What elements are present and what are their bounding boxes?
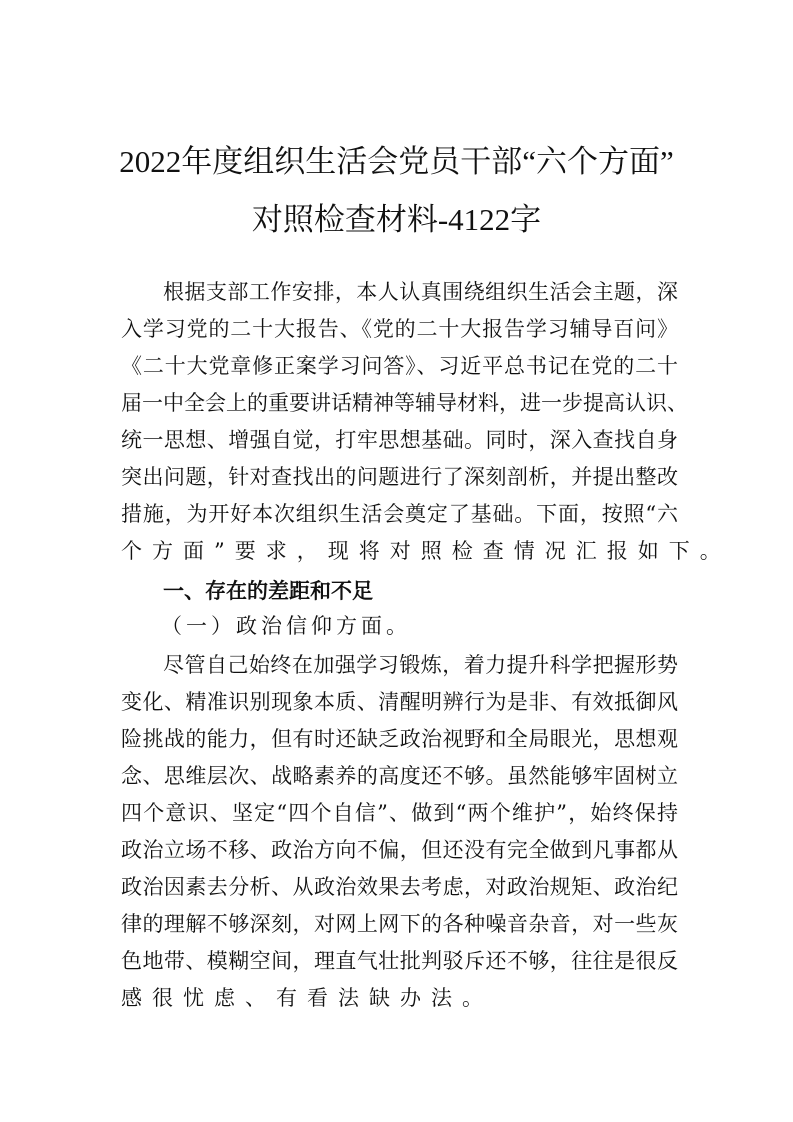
text-line: 色地带、模糊空间，理直气壮批判驳斥还不够，往往是很反 (121, 949, 678, 973)
text-line: 变化、精准识别现象本质、清醒明辨行为是非、有效抵御风 (121, 690, 678, 714)
intro-paragraph (121, 274, 731, 570)
political-belief-paragraph (121, 647, 678, 1017)
text-line: 险挑战的能力，但有时还缺乏政治视野和全局眼光，思想观 (121, 727, 678, 751)
text-line: 政治立场不移、政治方向不偏，但还没有完全做到凡事都从 (121, 838, 678, 862)
text-line: 统一思想、增强自觉，打牢思想基础。同时，深入查找自身 (121, 428, 678, 452)
text-line: 《二十大党章修正案学习问答》、习近平总书记在党的二十 (121, 354, 678, 378)
text-line: 念、思维层次、战略素养的高度还不够。虽然能够牢固树立 (121, 764, 678, 788)
subsection-heading: （一）政治信仰方面。 (161, 614, 411, 638)
text-line: 措施，为开好本次组织生活会奠定了基础。下面，按照“六 (121, 502, 678, 526)
text-line: 律的理解不够深刻，对网上网下的各种噪音杂音，对一些灰 (121, 912, 678, 936)
section-heading: 一、存在的差距和不足 (163, 579, 373, 603)
text-line: 届一中全会上的重要讲话精神等辅导材料，进一步提高认识、 (121, 391, 688, 415)
text-line: 感很忧虑、有看法缺办法。 (121, 986, 493, 1010)
text-line: 根据支部工作安排，本人认真围绕组织生活会主题，深 (163, 280, 678, 304)
text-line: 突出问题，针对查找出的问题进行了深刻剖析，并提出整改 (121, 465, 678, 489)
document-title-line-2: 对照检查材料-4122字 (251, 202, 542, 237)
text-line: 政治因素去分析、从政治效果去考虑，对政治规矩、政治纪 (121, 875, 678, 899)
text-line: 入学习党的二十大报告、《党的二十大报告学习辅导百问》 (121, 317, 678, 341)
text-line: 尽管自己始终在加强学习锻炼，着力提升科学把握形势 (163, 653, 678, 677)
document-title-line-1: 2022年度组织生活会党员干部“六个方面” (119, 144, 674, 179)
text-line: 个方面”要求，现将对照检查情况汇报如下。 (121, 539, 731, 563)
text-line: 四个意识、坚定“四个自信”、做到“两个维护”，始终保持 (121, 801, 678, 825)
